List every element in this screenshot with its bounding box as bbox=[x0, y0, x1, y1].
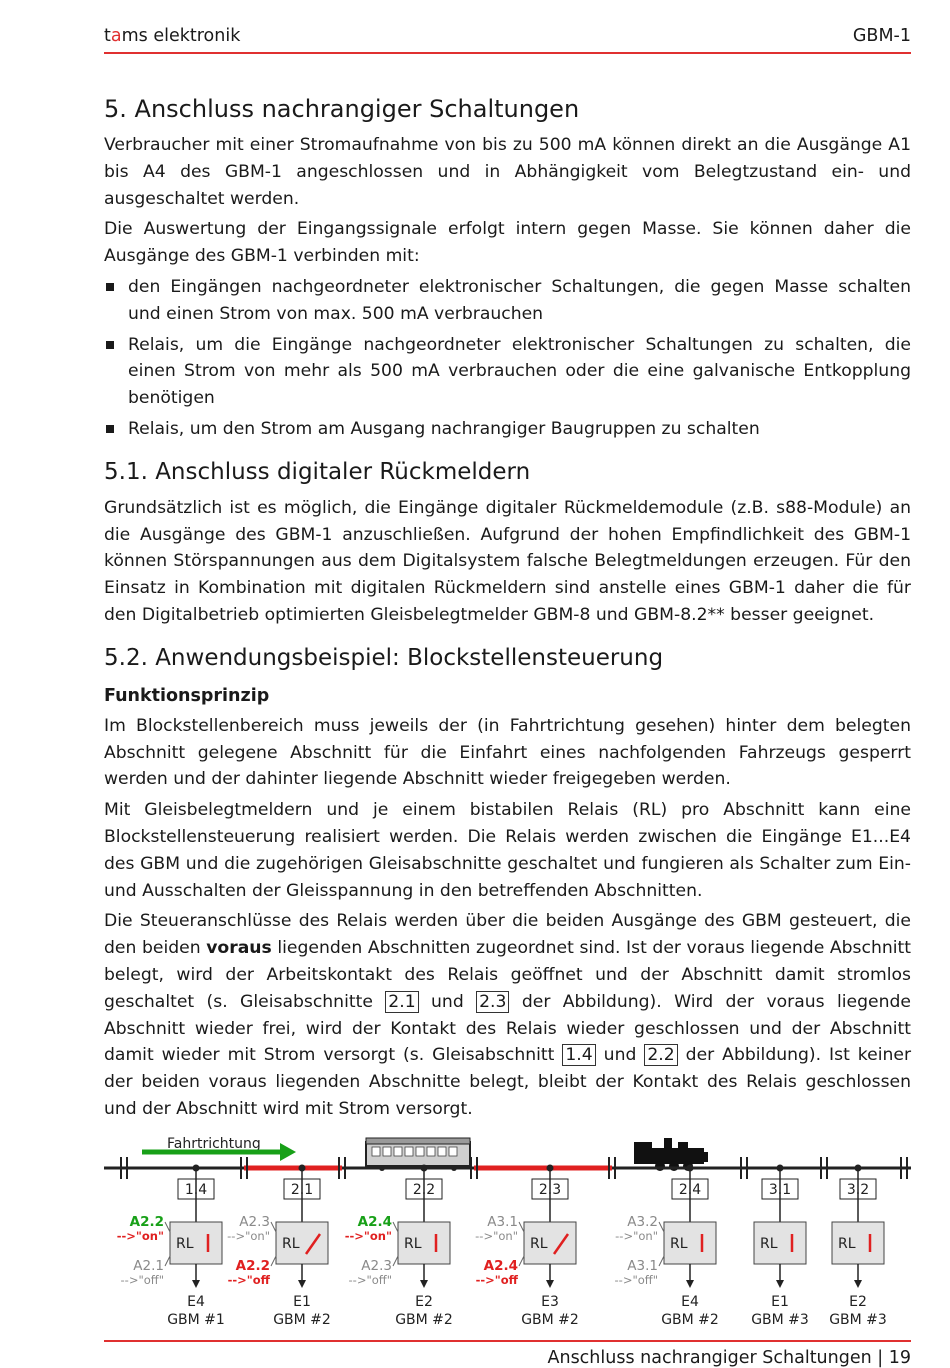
section-label: 2.4 bbox=[678, 1182, 702, 1198]
control-output-label: A2.3 bbox=[239, 1214, 270, 1230]
list-item: den Eingängen nachgeordneter elektronischer Schaltungen, die gegen Masse schalten und einen Strom von max. 500 mA verbrauchen bbox=[104, 274, 911, 328]
section-ref-box: 1.4 bbox=[562, 1044, 595, 1066]
section-5-2-title: 5.2. Anwendungsbeispiel: Blockstellensteuerung bbox=[104, 644, 664, 671]
gbm-module-label: GBM #1 bbox=[167, 1312, 225, 1328]
control-wire bbox=[659, 1256, 664, 1266]
relay-label: RL bbox=[404, 1236, 422, 1252]
document-title: GBM-1 bbox=[852, 26, 911, 46]
control-output-label: A3.1 bbox=[627, 1258, 658, 1274]
control-state-label: -->"on" bbox=[116, 1229, 164, 1243]
gbm-input-label: E1 bbox=[771, 1294, 789, 1310]
direction-label: Fahrtrichtung bbox=[167, 1136, 261, 1152]
relay-label: RL bbox=[176, 1236, 194, 1252]
gbm-module-label: GBM #2 bbox=[661, 1312, 719, 1328]
block-control-diagram bbox=[104, 1132, 911, 1332]
control-output-label: A2.1 bbox=[133, 1258, 164, 1274]
gbm-input-label: E3 bbox=[541, 1294, 559, 1310]
section-label: 2.3 bbox=[538, 1182, 562, 1198]
wire-arrowhead bbox=[546, 1280, 554, 1288]
control-state-label: -->"on" bbox=[475, 1229, 518, 1243]
control-wire bbox=[393, 1256, 398, 1266]
wire-arrowhead bbox=[192, 1280, 200, 1288]
gbm-module-label: GBM #3 bbox=[829, 1312, 887, 1328]
gbm-input-label: E1 bbox=[293, 1294, 311, 1310]
wire-arrowhead bbox=[420, 1280, 428, 1288]
emphasis: voraus bbox=[206, 938, 272, 959]
relay-label: RL bbox=[670, 1236, 688, 1252]
section-5-2-paragraph-3: Die Steueranschlüsse des Relais werden über die beiden Ausgänge des GBM gesteuert, die den beiden voraus liegenden Abschnitten zugeordnet sind. Ist der voraus liegende Abschnitt belegt, wird der Arbeitskontakt des Relais geöffnet und der Abschnitt damit stromlos geschaltet (s. Gleisabschnitte 2.1 und 2.3 der Abbildung). Wird der voraus liegende Abschnitt wieder frei, wird der Kontakt des Relais wieder geschlossen und der Abschnitt damit wieder mit Strom versorgt (s. Gleisabschnitt 1.4 und 2.2 der Abbildung). Ist keiner der beiden voraus liegenden Abschnitte belegt, bleibt der Kontakt des Relais geschlossen und der Abschnitt wird mit Strom versorgt. bbox=[104, 911, 912, 1119]
control-output-label: A3.2 bbox=[627, 1214, 658, 1230]
control-output-label: A2.4 bbox=[357, 1214, 392, 1230]
control-state-label: -->"on" bbox=[615, 1229, 658, 1243]
control-wire bbox=[271, 1256, 276, 1266]
gbm-input-label: E2 bbox=[849, 1294, 867, 1310]
gbm-module-label: GBM #3 bbox=[751, 1312, 809, 1328]
section-label: 1.4 bbox=[184, 1182, 208, 1198]
control-wire bbox=[393, 1222, 398, 1232]
control-output-label: A2.2 bbox=[129, 1214, 164, 1230]
gbm-module-label: GBM #2 bbox=[521, 1312, 579, 1328]
section-label: 3.1 bbox=[768, 1182, 792, 1198]
section-5-title: 5. Anschluss nachrangiger Schaltungen bbox=[104, 95, 580, 123]
control-wire bbox=[519, 1222, 524, 1232]
control-output-label: A2.2 bbox=[235, 1258, 270, 1274]
wire-arrowhead bbox=[776, 1280, 784, 1288]
relay-label: RL bbox=[282, 1236, 300, 1252]
section-ref-box: 2.3 bbox=[476, 991, 509, 1013]
list-item: Relais, um die Eingänge nachgeordneter elektronischer Schaltungen zu schalten, die einen Strom von mehr als 500 mA verbrauchen oder die eine galvanische Entkopplung benötigen bbox=[104, 332, 911, 412]
page-footer bbox=[104, 1340, 911, 1368]
section-ref-box: 2.1 bbox=[385, 991, 418, 1013]
page-header bbox=[104, 24, 911, 54]
control-output-label: A3.1 bbox=[487, 1214, 518, 1230]
relay-label: RL bbox=[530, 1236, 548, 1252]
section-label: 2.2 bbox=[412, 1182, 436, 1198]
section-5-2-paragraph-1: Im Blockstellenbereich muss jeweils der (in Fahrtrichtung gesehen) hinter dem belegten Abschnitt gelegene Abschnitt für die Einfahrt eines nachfolgenden Fahrzeugs gesperrt werden und der dahinter liegende Abschnitt wieder freigegeben werden. bbox=[104, 715, 911, 790]
control-state-label: -->"off bbox=[475, 1273, 518, 1287]
section-label: 2.1 bbox=[290, 1182, 314, 1198]
section-5-paragraph-1: Verbraucher mit einer Stromaufnahme von bis zu 500 mA können direkt an die Ausgänge A1 bis A4 des GBM-1 angeschlossen und in Abhängigkeit vom Belegtzustand ein- und ausgeschaltet werden. bbox=[104, 135, 911, 209]
section-5-paragraph-2: Die Auswertung der Eingangssignale erfolgt intern gegen Masse. Sie können daher die Ausgänge des GBM-1 verbinden mit: bbox=[104, 219, 911, 267]
section-5-1-paragraph: Grundsätzlich ist es möglich, die Eingänge digitaler Rückmeldemodule (z.B. s88-Module) an die Ausgänge des GBM-1 anzuschließen. Aufgrund der hohen Empfindlichkeit des GBM-1 können Störspannungen aus dem Digitalsystem falsche Belegtmeldungen erzeugen. Für den Einsatz in Kombination mit digitalen Rückmeldern sind anstelle eines GBM-1 daher die für den Digitalbetrieb optimierten Gleisbelegtmelder GBM-8 und GBM-8.2** besser geeignet. bbox=[104, 497, 911, 625]
control-state-label: -->"off" bbox=[614, 1273, 658, 1287]
control-wire bbox=[165, 1256, 170, 1266]
control-state-label: -->"off" bbox=[348, 1273, 392, 1287]
control-wire bbox=[519, 1256, 524, 1266]
control-wire bbox=[271, 1222, 276, 1232]
relay-label: RL bbox=[760, 1236, 778, 1252]
footer-text: Anschluss nachrangiger Schaltungen | 19 bbox=[547, 1348, 911, 1368]
subsection-title: Funktionsprinzip bbox=[104, 685, 270, 706]
gbm-input-label: E4 bbox=[681, 1294, 699, 1310]
section-label: 3.2 bbox=[846, 1182, 870, 1198]
gbm-module-label: GBM #2 bbox=[273, 1312, 331, 1328]
wire-arrowhead bbox=[686, 1280, 694, 1288]
gbm-input-label: E2 bbox=[415, 1294, 433, 1310]
locomotive-icon bbox=[634, 1138, 708, 1171]
direction-arrowhead bbox=[280, 1143, 296, 1161]
wire-arrowhead bbox=[298, 1280, 306, 1288]
gbm-module-label: GBM #2 bbox=[395, 1312, 453, 1328]
gbm-input-label: E4 bbox=[187, 1294, 205, 1310]
list-item: Relais, um den Strom am Ausgang nachrangiger Baugruppen zu schalten bbox=[104, 416, 911, 443]
wagon-icon bbox=[366, 1138, 470, 1171]
brand-name: tams elektronik bbox=[104, 26, 241, 46]
control-wire bbox=[659, 1222, 664, 1232]
control-state-label: -->"off" bbox=[120, 1273, 164, 1287]
section-5-2-paragraph-2: Mit Gleisbelegtmeldern und je einem bistabilen Relais (RL) pro Abschnitt kann eine Blockstellensteuerung realisiert werden. Die Relais werden zwischen die Eingänge E1...E4 des GBM und die zugehörigen Gleisabschnitte geschaltet und fungieren als Schalter zum Ein- und Ausschalten der Gleisspannung in den betreffenden Abschnitten. bbox=[104, 800, 911, 901]
control-state-label: -->"on" bbox=[344, 1229, 392, 1243]
control-output-label: A2.4 bbox=[483, 1258, 518, 1274]
section-5-1-title: 5.1. Anschluss digitaler Rückmeldern bbox=[104, 458, 531, 485]
control-state-label: -->"on" bbox=[227, 1229, 270, 1243]
section-ref-box: 2.2 bbox=[644, 1044, 677, 1066]
control-output-label: A2.3 bbox=[361, 1258, 392, 1274]
control-state-label: -->"off bbox=[227, 1273, 270, 1287]
page-content bbox=[104, 92, 911, 1127]
relay-label: RL bbox=[838, 1236, 856, 1252]
bullet-list bbox=[104, 274, 911, 443]
control-wire bbox=[165, 1222, 170, 1232]
wire-arrowhead bbox=[854, 1280, 862, 1288]
